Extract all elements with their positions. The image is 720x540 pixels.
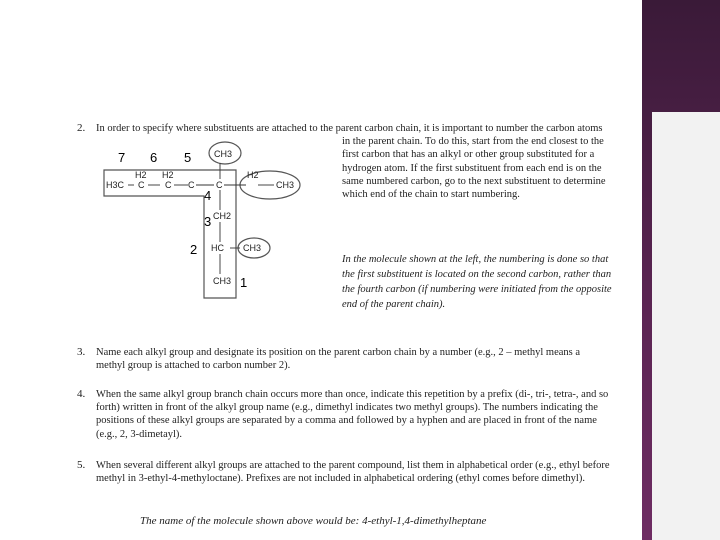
h3c-label: H3C bbox=[106, 180, 125, 190]
item-4-text: When the same alkyl group branch chain occurs more than once, indicate this repetition by a prefix (di-, tri-, tetra-, and so forth) written in front of the alkyl group name (e.g., dimethyl indicates two methyl groups). The numbers indicating the positions of these alkyl groups are separated by a comma and followed by a hyphen and are placed in front of the name (e.g., 2, 3-dimetayl). bbox=[96, 389, 609, 440]
carbon-number-1: 1 bbox=[240, 275, 248, 290]
carbon-label-d: C bbox=[216, 180, 223, 190]
h2-label-b: H2 bbox=[162, 170, 174, 180]
sidebar-panel bbox=[652, 112, 720, 540]
h2-label-c: H2 bbox=[247, 170, 259, 180]
carbon-number-6: 6 bbox=[150, 150, 158, 165]
carbon-label-c: C bbox=[188, 180, 195, 190]
ch3-top-label: CH3 bbox=[214, 149, 233, 159]
item-number-3: 3. bbox=[77, 346, 86, 358]
carbon-number-2: 2 bbox=[190, 242, 198, 257]
carbon-number-7: 7 bbox=[118, 150, 126, 165]
molecule-name-line: The name of the molecule shown above would be: 4-ethyl-1,4-dimethylheptane bbox=[140, 515, 487, 527]
item-number-4: 4. bbox=[77, 388, 86, 400]
ch2-label: CH2 bbox=[213, 211, 232, 221]
carbon-number-4: 4 bbox=[204, 188, 212, 203]
hc-label: HC bbox=[211, 243, 224, 253]
ch3-right-label: CH3 bbox=[276, 180, 295, 190]
item-number-2: 2. bbox=[77, 122, 86, 134]
carbon-number-5: 5 bbox=[184, 150, 192, 165]
molecule-diagram bbox=[100, 134, 340, 304]
carbon-label-a: C bbox=[138, 180, 145, 190]
carbon-number-3: 3 bbox=[204, 214, 212, 229]
item-3-text: Name each alkyl group and designate its position on the parent carbon chain by a number (e.g., 2 – methyl means a methyl group is attached to carbon number 2). bbox=[96, 347, 581, 372]
ch3-side-label: CH3 bbox=[243, 243, 262, 253]
item-5-text: When several different alkyl groups are attached to the parent compound, list them in alphabetical order (e.g., ethyl before methyl in 3-ethyl-4-methyloctane). Prefixes are not included in alphabetical ordering (ethyl comes before dimethyl). bbox=[96, 460, 610, 485]
ch3-bottom-label: CH3 bbox=[213, 276, 232, 286]
item-2-paragraph: In order to specify where substituents are attached to the parent carbon chain, it is important to number the carbon atoms in the parent chain. To do this, start from the end closest to the first carbon that has an alkyl or other group substituted for a hydrogen atom. If the first substituent from each end is on the same numbered carbon, go to the next substituent to determine which end of the chain to start numbering. bbox=[96, 123, 606, 201]
carbon-label-b: C bbox=[165, 180, 172, 190]
item-number-5: 5. bbox=[77, 459, 86, 471]
h2-label-a: H2 bbox=[135, 170, 147, 180]
numbering-note: In the molecule shown at the left, the numbering is done so that the first substituent is located on the second carbon, rather than the fourth carbon (if numbering were initiated from the opposite end of the parent chain). bbox=[342, 254, 612, 310]
